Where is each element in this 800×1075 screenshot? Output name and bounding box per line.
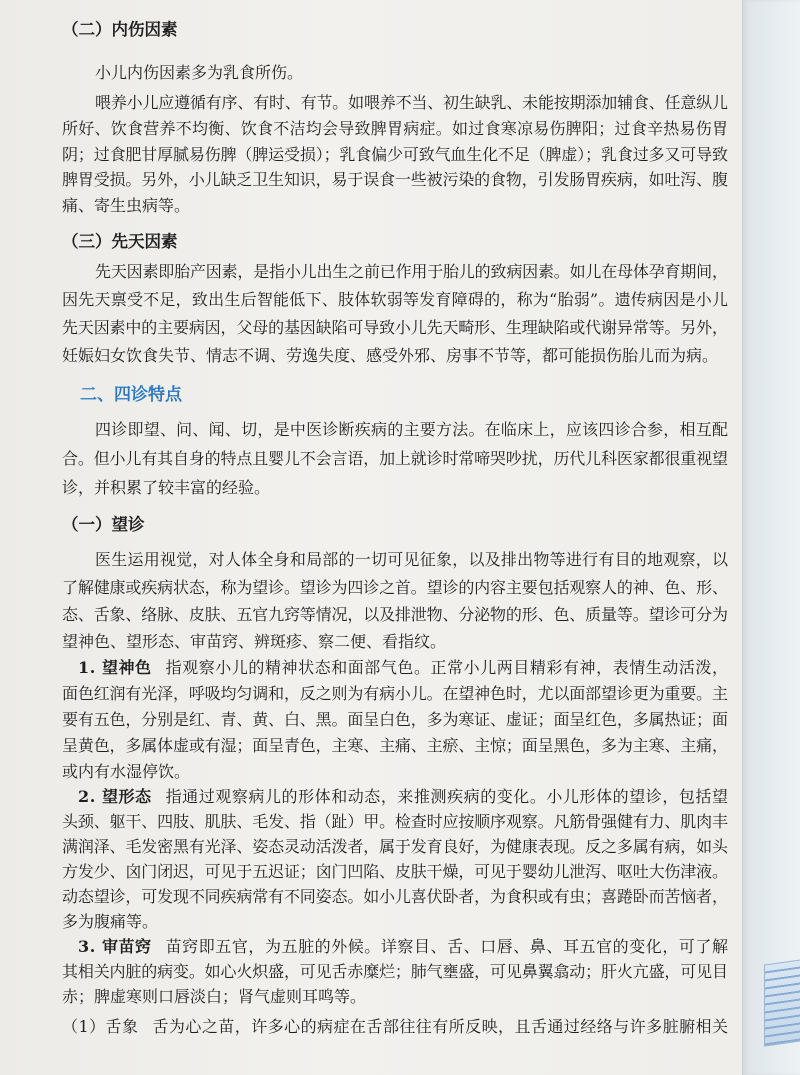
text-line: 满润泽、毛发密黑有光泽、姿态灵动活泼者，属于发育良好，为健康表现。反之多属有病，如头: [62, 837, 728, 856]
item-label: 2. 望形态: [78, 787, 152, 806]
text-line: 先天因素中的主要病因，父母的基因缺陷可导致小儿先天畸形、生理缺陷或代谢异常等。另外，: [62, 318, 728, 337]
text-line: 脾胃受损。另外，小儿缺乏卫生知识，易于误食一些被污染的食物，引发肠胃疾病，如吐泻、腹: [62, 170, 728, 189]
item-text: 指观察小儿的精神状态和面部气色。正常小儿两目精彩有神，表情生动活泼，: [165, 658, 729, 677]
text-line: 面色红润有光泽，呼吸均匀调和，反之则为有病小儿。在望神色时，尤以面部望诊更为重要。主: [62, 684, 728, 703]
text-line: 其相关内脏的病变。如心火炽盛，可见舌赤糜烂；肺气壅盛，可见鼻翼翕动；肝火亢盛，可见目: [62, 962, 728, 981]
subitem-label: （1）舌象: [62, 1017, 139, 1036]
text-line: 医生运用视觉，对人体全身和局部的一切可见征象，以及排出物等进行有目的地观察，以: [95, 550, 729, 569]
notebook-corner-illustration: [764, 959, 800, 1046]
text-line: 喂养小儿应遵循有序、有时、有节。如喂养不当、初生缺乳、未能按期添加辅食、任意纵儿: [95, 93, 728, 112]
section-heading-inspection: （一）望诊: [62, 515, 145, 534]
text-line: 诊，并积累了较丰富的经验。: [62, 478, 271, 497]
text-line: 方发少、囟门闭迟，可见于五迟证；囟门凹陷、皮肤干燥，可见于婴幼儿泄泻、呕吐大伤津液。: [62, 862, 728, 881]
text-line: 先天因素即胎产因素，是指小儿出生之前已作用于胎儿的致病因素。如儿在母体孕育期间，: [95, 262, 728, 281]
text-line: 合。但小儿有其自身的特点且婴儿不会言语，加上就诊时常啼哭吵扰，历代儿科医家都很重视望: [62, 449, 728, 468]
item-label: 1. 望神色: [78, 658, 152, 677]
text-line: 小儿内伤因素多为乳食所伤。: [95, 63, 304, 82]
section-heading-congenital-factors: （三）先天因素: [62, 232, 178, 251]
book-page-edge: [742, 0, 800, 1075]
item-first-line: [78, 933, 728, 961]
text-line: 四诊即望、问、闻、切，是中医诊断疾病的主要方法。在临床上，应该四诊合参，相互配: [95, 420, 729, 439]
subitem-first-line: [62, 1013, 728, 1041]
item-first-line: [78, 783, 728, 811]
section-heading-internal-factors: （二）内伤因素: [62, 20, 178, 39]
text-line: 所好、饮食营养不均衡、饮食不洁均会导致脾胃病症。如过食寒凉易伤脾阳；过食辛热易伤胃: [62, 119, 729, 138]
text-line: 态、舌象、络脉、皮肤、五官九窍等情况，以及排泄物、分泌物的形、色、质量等。望诊可分为: [62, 605, 728, 624]
text-line: 要有五色，分别是红、青、黄、白、黑。面呈白色，多为寒证、虚证；面呈红色，多属热证；面: [62, 710, 728, 729]
chapter-heading-four-diagnostics: 二、四诊特点: [80, 385, 182, 405]
item-label: 3. 审苗窍: [78, 937, 152, 956]
text-line: 动态望诊，可发现不同疾病常有不同姿态。如小儿喜伏卧者，为食积或有虫；喜踡卧而苦恼者，: [62, 887, 728, 906]
item-text: 指通过观察病儿的形体和动态，来推测疾病的变化。小儿形体的望诊，包括望: [165, 787, 729, 806]
text-line: 了解健康或疾病状态，称为望诊。望诊为四诊之首。望诊的内容主要包括观察人的神、色、形、: [62, 578, 728, 597]
subitem-text: 舌为心之苗，许多心的病症在舌部往往有所反映，且舌通过经络与许多脏腑相关: [152, 1017, 729, 1036]
text-line: 妊娠妇女饮食失节、情志不调、劳逸失度、感受外邪、房事不节等，都可能损伤胎儿而为病。: [62, 346, 719, 365]
text-line: 头颈、躯干、四肢、肌肤、毛发、指（趾）甲。检查时应按顺序观察。凡筋骨强健有力、肌肉丰: [62, 812, 728, 831]
text-line: 因先天禀受不足，致出生后智能低下、肢体软弱等发育障碍的，称为“胎弱”。遗传病因是小儿: [62, 290, 729, 309]
item-text: 苗窍即五官，为五脏的外候。详察目、舌、口唇、鼻、耳五官的变化，可了解: [165, 937, 729, 956]
text-line: 呈黄色，多属体虚或有湿；面呈青色，主寒、主痛、主瘀、主惊；面呈黑色，多为主寒、主痛，: [62, 736, 728, 755]
text-line: 痛、寄生虫病等。: [62, 196, 191, 215]
item-first-line: [78, 654, 728, 682]
text-line: 望神色、望形态、审苗窍、辨斑疹、察二便、看指纹。: [62, 632, 447, 651]
text-line: 赤；脾虚寒则口唇淡白；肾气虚则耳鸣等。: [62, 987, 367, 1006]
text-line: 多为腹痛等。: [62, 912, 159, 931]
text-line: 阴；过食肥甘厚腻易伤脾（脾运受损）；乳食偏少可致气血生化不足（脾虚）；乳食过多又可导致: [62, 145, 728, 164]
text-line: 或内有水湿停饮。: [62, 762, 191, 781]
